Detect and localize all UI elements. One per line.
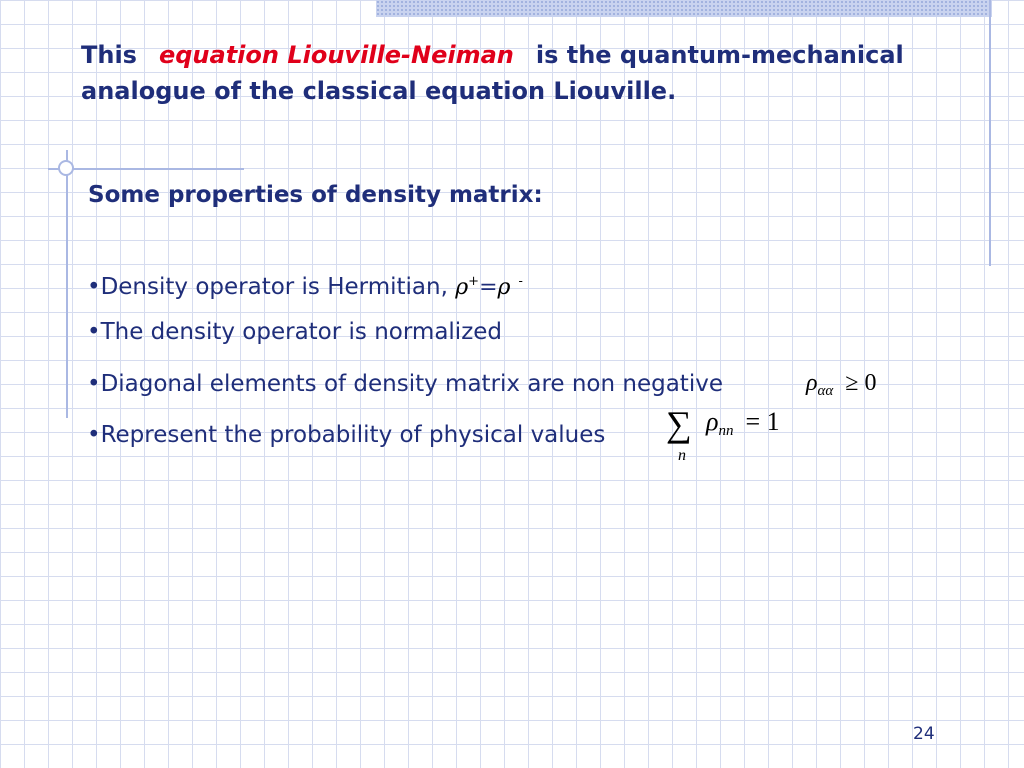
corner-circle-ornament	[58, 160, 74, 176]
hermitian-eq: =	[479, 275, 498, 300]
sum-formula-body	[706, 407, 780, 440]
left-horizontal-rule	[48, 168, 244, 170]
page-number: 24	[913, 724, 935, 744]
nonneg-rho: ρ	[806, 370, 818, 396]
hermitian-minus: -	[518, 274, 523, 289]
hermitian-rho2: ρ	[497, 275, 511, 300]
sum-symbol: ∑	[666, 404, 692, 444]
title-line2: analogue of the classical equation Liouville.	[81, 77, 677, 105]
nonneg-relation: ≥ 0	[845, 370, 877, 396]
sum-relation: = 1	[745, 407, 780, 436]
nonnegative-formula	[806, 370, 876, 400]
title-prefix: This	[81, 41, 137, 69]
sum-index: n	[678, 447, 686, 464]
bullet-normalized: •The density operator is normalized	[87, 319, 503, 345]
top-decorative-band	[376, 0, 992, 17]
slide-title	[81, 37, 971, 109]
nonneg-subscript: αα	[817, 383, 834, 399]
bullet-hermitian-text: •Density operator is Hermitian,	[87, 274, 456, 300]
title-rest-line1: is the quantum-mechanical	[535, 41, 904, 69]
right-vertical-rule	[989, 0, 991, 266]
title-emphasis: equation Liouville-Neiman	[158, 41, 514, 69]
left-vertical-rule	[66, 150, 68, 418]
bullet-probability: •Represent the probability of physical values	[87, 422, 606, 448]
hermitian-plus: +	[468, 274, 480, 289]
sum-rho: ρ	[706, 407, 719, 436]
sum-subscript: nn	[718, 423, 734, 439]
hermitian-rho: ρ	[455, 275, 469, 300]
section-subheading: Some properties of density matrix:	[88, 182, 543, 208]
bullet-hermitian	[87, 267, 523, 303]
bullet-nonnegative: •Diagonal elements of density matrix are non negative	[87, 371, 723, 397]
